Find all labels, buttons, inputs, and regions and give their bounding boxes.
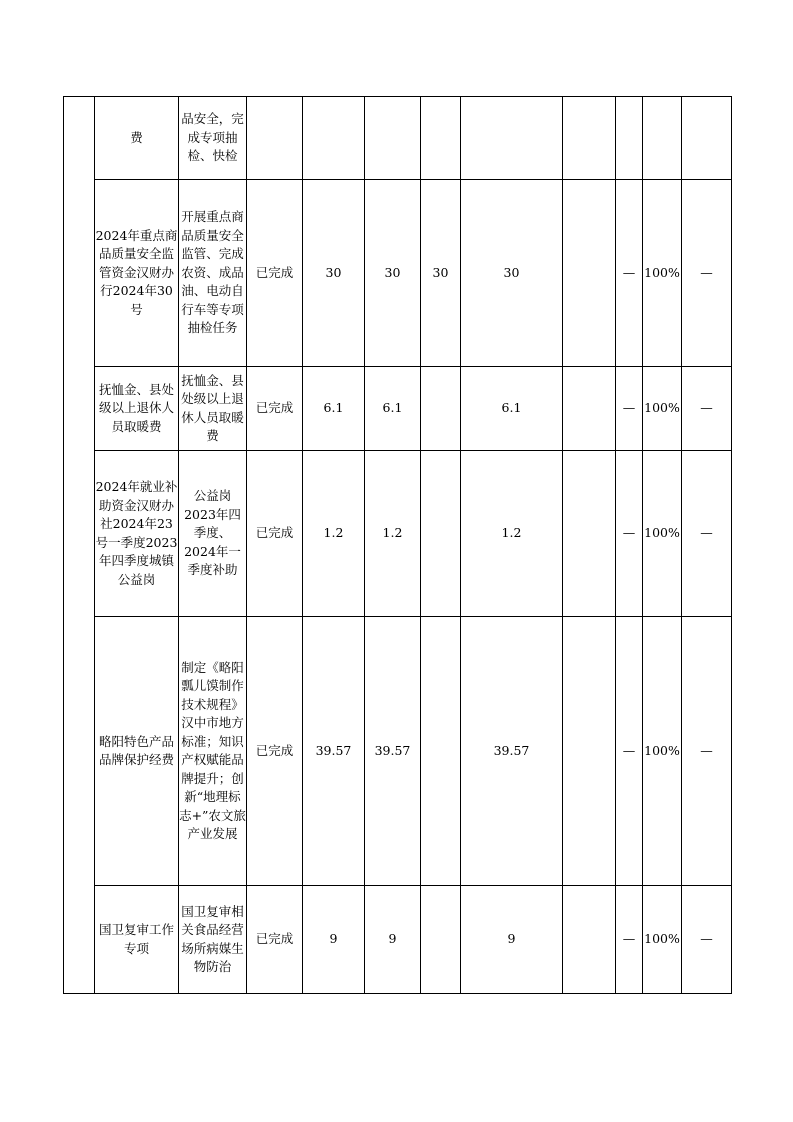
value-cell: 30 [421, 180, 461, 367]
value-cell: 6.1 [303, 367, 365, 451]
project-name: 费 [95, 97, 179, 180]
dash-cell: — [616, 367, 643, 451]
percent-cell: 100% [643, 367, 682, 451]
project-name: 2024年就业补助资金汉财办社2024年23号一季度2023年四季度城镇公益岗 [95, 451, 179, 617]
value-cell: 39.57 [461, 617, 563, 886]
budget-table [63, 96, 732, 994]
project-content: 开展重点商品质量安全监管、完成农资、成品油、电动自行车等专项抽检任务 [179, 180, 247, 367]
value-cell: 39.57 [303, 617, 365, 886]
value-cell: 1.2 [461, 451, 563, 617]
percent-cell: 100% [643, 180, 682, 367]
value-cell: 9 [461, 886, 563, 994]
table-row [64, 367, 732, 451]
project-name: 略阳特色产品品牌保护经费 [95, 617, 179, 886]
table-row [64, 180, 732, 367]
dash-cell: — [616, 451, 643, 617]
value-cell [421, 886, 461, 994]
value-cell: 30 [461, 180, 563, 367]
project-content: 抚恤金、县处级以上退休人员取暖费 [179, 367, 247, 451]
value-cell: 30 [365, 180, 421, 367]
status-cell: 已完成 [247, 367, 303, 451]
value-cell: 6.1 [365, 367, 421, 451]
status-cell [247, 97, 303, 180]
value-cell: 6.1 [461, 367, 563, 451]
dash-cell: — [616, 180, 643, 367]
value-cell: 9 [303, 886, 365, 994]
table-row [64, 97, 732, 180]
dash-cell [616, 97, 643, 180]
percent-cell: 100% [643, 451, 682, 617]
project-content: 制定《略阳瓢儿馍制作技术规程》汉中市地方标准；知识产权赋能品牌提升；创新“地理标志+”农文旅产业发展 [179, 617, 247, 886]
dash-cell: — [616, 886, 643, 994]
value-cell [563, 886, 616, 994]
percent-cell: 100% [643, 617, 682, 886]
status-cell: 已完成 [247, 451, 303, 617]
category-cell [64, 97, 95, 994]
status-cell: 已完成 [247, 180, 303, 367]
value-cell [563, 451, 616, 617]
value-cell [563, 617, 616, 886]
project-name: 2024年重点商品质量安全监管资金汉财办行2024年30号 [95, 180, 179, 367]
table-row [64, 617, 732, 886]
project-name: 抚恤金、县处级以上退休人员取暖费 [95, 367, 179, 451]
value-cell [421, 367, 461, 451]
value-cell [563, 97, 616, 180]
value-cell: 39.57 [365, 617, 421, 886]
dash-cell: — [682, 617, 732, 886]
value-cell [421, 451, 461, 617]
percent-cell [643, 97, 682, 180]
dash-cell: — [682, 886, 732, 994]
table-row [64, 451, 732, 617]
value-cell [365, 97, 421, 180]
value-cell [461, 97, 563, 180]
value-cell [421, 97, 461, 180]
dash-cell: — [682, 451, 732, 617]
dash-cell: — [616, 617, 643, 886]
value-cell: 30 [303, 180, 365, 367]
value-cell [563, 367, 616, 451]
dash-cell [682, 97, 732, 180]
project-content: 国卫复审相关食品经营场所病媒生物防治 [179, 886, 247, 994]
value-cell: 9 [365, 886, 421, 994]
project-name: 国卫复审工作专项 [95, 886, 179, 994]
table-row [64, 886, 732, 994]
dash-cell: — [682, 367, 732, 451]
value-cell: 1.2 [365, 451, 421, 617]
dash-cell: — [682, 180, 732, 367]
status-cell: 已完成 [247, 617, 303, 886]
value-cell [421, 617, 461, 886]
value-cell [563, 180, 616, 367]
status-cell: 已完成 [247, 886, 303, 994]
project-content: 品安全，完成专项抽检、快检 [179, 97, 247, 180]
project-content: 公益岗2023年四季度、2024年一季度补助 [179, 451, 247, 617]
value-cell: 1.2 [303, 451, 365, 617]
percent-cell: 100% [643, 886, 682, 994]
value-cell [303, 97, 365, 180]
